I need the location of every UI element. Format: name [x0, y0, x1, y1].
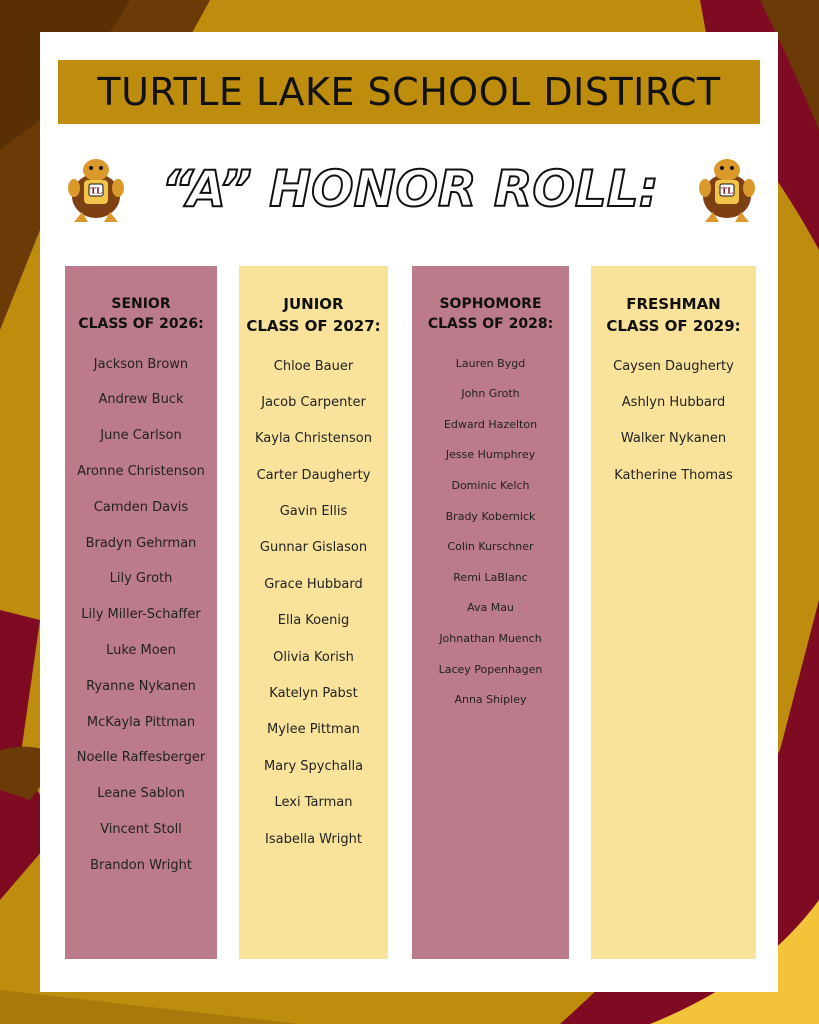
- student-name: Ryanne Nykanen: [86, 678, 196, 694]
- student-name: Noelle Raffesberger: [76, 750, 206, 766]
- student-name: Dominic Kelch: [451, 478, 530, 492]
- student-name: Mylee Pittman: [267, 722, 360, 738]
- student-name: John Groth: [461, 387, 520, 401]
- class-year: CLASS OF 2029:: [606, 316, 741, 335]
- mascot-badge: TL: [90, 185, 102, 196]
- student-name: Lauren Bygd: [455, 356, 526, 370]
- student-name: Katelyn Pabst: [269, 686, 358, 702]
- sophomore-names: [412, 357, 569, 724]
- student-name: Lacey Popenhagen: [438, 662, 543, 676]
- student-name: Brady Kobernick: [445, 509, 536, 523]
- student-name: Lily Groth: [109, 571, 173, 587]
- district-name: TURTLE LAKE SCHOOL DISTIRCT: [97, 70, 721, 114]
- student-name: Aronne Christenson: [77, 463, 205, 479]
- student-name: Bradyn Gehrman: [85, 535, 197, 551]
- student-name: Leane Sablon: [97, 786, 185, 802]
- student-name: Katherine Thomas: [614, 467, 733, 483]
- turtle-mascot-icon: [64, 154, 128, 226]
- junior-names: [239, 359, 388, 868]
- sophomore-column: [412, 266, 569, 959]
- freshman-column: [591, 266, 756, 959]
- student-name: Lily Miller-Schaffer: [81, 607, 201, 623]
- student-name: Walker Nykanen: [620, 431, 727, 447]
- student-name: Ashlyn Hubbard: [621, 394, 726, 410]
- student-name: Edward Hazelton: [443, 417, 538, 431]
- junior-heading: [239, 294, 388, 338]
- student-name: Camden Davis: [93, 499, 189, 515]
- junior-column: [239, 266, 388, 959]
- class-name: SENIOR: [111, 296, 171, 312]
- sophomore-heading: [412, 294, 569, 335]
- class-year: CLASS OF 2028:: [427, 316, 554, 333]
- senior-heading: [65, 294, 217, 335]
- student-name: Isabella Wright: [265, 831, 362, 847]
- student-name: Ava Mau: [467, 601, 514, 615]
- student-name: Johnathan Muench: [439, 631, 542, 645]
- student-name: Kayla Christenson: [254, 431, 372, 447]
- student-name: Brandon Wright: [90, 857, 192, 873]
- student-name: Anna Shipley: [454, 693, 527, 707]
- class-name: JUNIOR: [283, 295, 344, 313]
- class-year: CLASS OF 2026:: [78, 316, 204, 333]
- turtle-mascot-icon: [695, 154, 759, 226]
- student-name: June Carlson: [100, 428, 182, 444]
- senior-column: [65, 266, 217, 959]
- honor-roll-title: [140, 150, 680, 230]
- senior-names: [65, 357, 217, 894]
- student-name: Jacob Carpenter: [261, 394, 366, 410]
- class-name: SOPHOMORE: [439, 296, 542, 312]
- freshman-heading: [591, 294, 756, 338]
- student-name: McKayla Pittman: [86, 714, 196, 730]
- mascot-badge: TL: [721, 185, 733, 196]
- student-name: Grace Hubbard: [264, 576, 363, 592]
- class-year: CLASS OF 2027:: [246, 316, 381, 335]
- student-name: Carter Daugherty: [256, 467, 371, 483]
- student-name: Caysen Daugherty: [613, 358, 734, 374]
- student-name: Luke Moen: [106, 642, 176, 658]
- student-name: Jesse Humphrey: [445, 448, 536, 462]
- student-name: Vincent Stoll: [100, 821, 182, 837]
- student-name: Lexi Tarman: [274, 795, 353, 811]
- student-name: Chloe Bauer: [273, 358, 354, 374]
- student-name: Mary Spychalla: [263, 758, 364, 774]
- freshman-names: [591, 359, 756, 505]
- class-name: FRESHMAN: [626, 295, 721, 313]
- student-name: Ella Koenig: [277, 613, 350, 629]
- student-name: Colin Kurschner: [447, 540, 534, 554]
- student-name: Gavin Ellis: [279, 504, 348, 520]
- student-name: Gunnar Gislason: [259, 540, 368, 556]
- district-banner: [58, 60, 760, 124]
- student-name: Olivia Korish: [273, 649, 354, 665]
- title-text: “A” HONOR ROLL:: [161, 160, 659, 218]
- student-name: Andrew Buck: [98, 392, 184, 408]
- student-name: Remi LaBlanc: [453, 570, 528, 584]
- student-name: Jackson Brown: [93, 356, 189, 372]
